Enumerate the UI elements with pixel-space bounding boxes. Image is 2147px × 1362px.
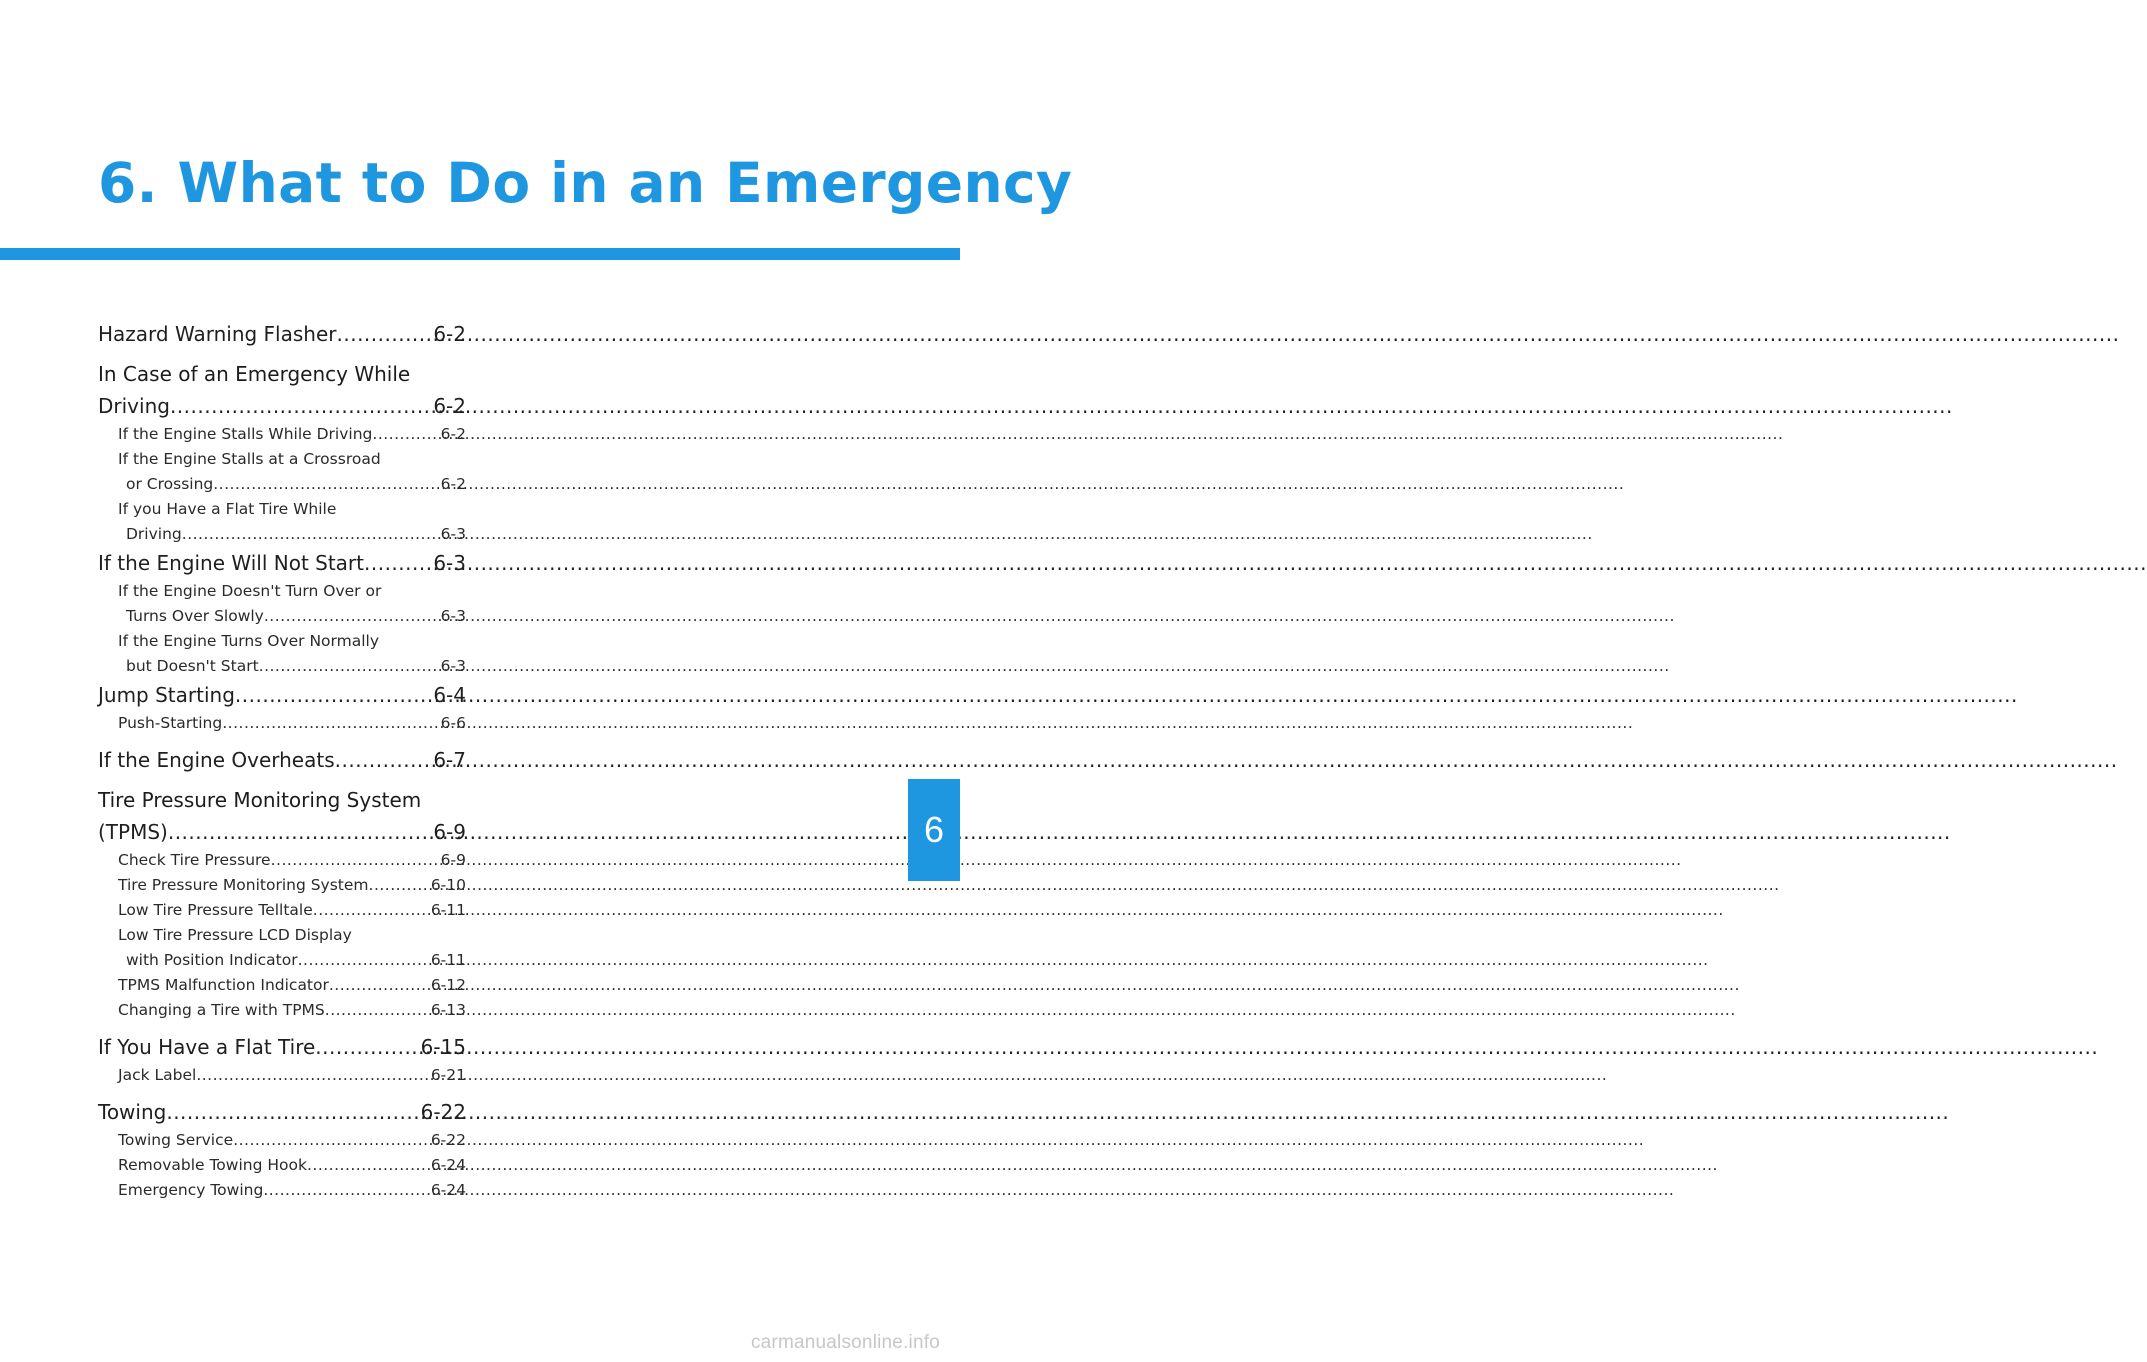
chapter-title: 6. What to Do in an Emergency [98, 151, 1073, 215]
toc-label: Removable Towing Hook [118, 1156, 307, 1174]
toc-label: Jack Label [118, 1066, 197, 1084]
toc-subentry-low-pressure-lcd[interactable] [98, 923, 466, 973]
toc-leader-dots [264, 604, 441, 629]
watermark: carmanualsonline.info [750, 1332, 940, 1353]
toc-leader-dots [271, 848, 441, 873]
toc-label: Jump Starting [98, 683, 235, 707]
toc-label: Check Tire Pressure [118, 851, 271, 869]
toc-label: but Doesn't Start [126, 657, 259, 675]
toc-leader-dots [263, 1178, 431, 1203]
toc-leader-dots [335, 744, 434, 776]
toc-subentry-low-pressure-telltale[interactable] [98, 898, 466, 923]
toc-subentry-towing-service[interactable] [98, 1128, 466, 1153]
toc-label: Towing Service [118, 1131, 234, 1149]
toc-page-number: 6-13 [430, 1001, 466, 1019]
toc-leader-dots [170, 390, 433, 422]
toc-leader-dots [372, 422, 440, 447]
toc-entry-engine-overheats[interactable] [98, 744, 466, 776]
toc-subentry-flat-tire-while-driving[interactable] [98, 497, 466, 547]
toc-leader-dots [182, 522, 441, 547]
toc-entry-engine-will-not-start[interactable] [98, 547, 466, 579]
toc-entry-emergency-while-driving[interactable] [98, 358, 466, 422]
toc-page-number: 6-2 [440, 425, 466, 443]
toc-label: If the Engine Stalls While Driving [118, 425, 373, 443]
toc-label: Hazard Warning Flasher [98, 322, 337, 346]
toc-label: Tire Pressure Monitoring System [118, 876, 369, 894]
toc-page-number: 6-21 [430, 1066, 466, 1084]
toc-label-line1: Tire Pressure Monitoring System [98, 788, 422, 812]
toc-leader-dots [213, 472, 440, 497]
toc-entry-towing[interactable] [98, 1096, 466, 1128]
toc-label: Push-Starting [118, 714, 223, 732]
toc-label: If the Engine Will Not Start [98, 551, 364, 575]
toc-entry-hazard-warning-flasher[interactable] [98, 318, 466, 350]
toc-label-line1: If the Engine Stalls at a Crossroad [118, 450, 381, 468]
toc-page-number: 6-22 [430, 1131, 466, 1149]
toc-subentry-emergency-towing[interactable] [98, 1178, 466, 1203]
toc-page-number: 6-3 [440, 607, 466, 625]
toc-page-number: 6-24 [430, 1181, 466, 1199]
toc-page-number: 6-2 [440, 475, 466, 493]
toc-page-number: 6-7 [433, 748, 466, 772]
toc-subentry-doesnt-turn-over[interactable] [98, 579, 466, 629]
toc-label: Driving [126, 525, 182, 543]
title-accent-rule [0, 248, 960, 260]
toc-entry-flat-tire[interactable] [98, 1031, 466, 1063]
toc-page-number: 6-6 [440, 714, 466, 732]
toc-leader-dots [259, 654, 441, 679]
toc-page-number: 6-11 [430, 901, 466, 919]
toc-leader-dots [364, 547, 433, 579]
chapter-tab-number: 6 [923, 809, 945, 850]
toc-label: with Position Indicator [126, 951, 298, 969]
toc-subentry-jack-label[interactable] [98, 1063, 466, 1088]
toc-leader-dots [369, 873, 431, 898]
toc-label-line1: If you Have a Flat Tire While [118, 500, 337, 518]
toc-label: Driving [98, 394, 170, 418]
toc-leader-dots [168, 816, 433, 848]
toc-label-line1: If the Engine Turns Over Normally [118, 632, 380, 650]
toc-label: or Crossing [126, 475, 214, 493]
toc-page-number: 6-3 [440, 525, 466, 543]
toc-page-number: 6-10 [430, 876, 466, 894]
toc-page-number: 6-24 [430, 1156, 466, 1174]
toc-page-number: 6-22 [420, 1100, 466, 1124]
toc-label: Emergency Towing [118, 1181, 264, 1199]
toc-subentry-turns-over-normally[interactable] [98, 629, 466, 679]
toc-page-number: 6-15 [420, 1035, 466, 1059]
toc-label: TPMS Malfunction Indicator [118, 976, 329, 994]
toc-label: Low Tire Pressure Telltale [118, 901, 313, 919]
toc-leader-dots [315, 1031, 420, 1063]
toc-label: Turns Over Slowly [126, 607, 264, 625]
toc-leader-dots [337, 318, 434, 350]
toc-page-number: 6-2 [433, 322, 466, 346]
chapter-tab[interactable] [908, 779, 960, 881]
toc-leader-dots [307, 1153, 431, 1178]
toc-subentry-changing-tire[interactable] [98, 998, 466, 1023]
toc-label: If the Engine Overheats [98, 748, 335, 772]
toc-leader-dots [233, 1128, 431, 1153]
toc-leader-dots [325, 998, 431, 1023]
toc-subentry-removable-towing-hook[interactable] [98, 1153, 466, 1178]
toc-label: (TPMS) [98, 820, 168, 844]
toc-leader-dots [166, 1096, 420, 1128]
toc-subentry-tpms-malfunction[interactable] [98, 973, 466, 998]
toc-leader-dots [329, 973, 431, 998]
toc-subentry-stalls-while-driving[interactable] [98, 422, 466, 447]
toc-subentry-tpms-system[interactable] [98, 873, 466, 898]
toc-page-number: 6-3 [440, 657, 466, 675]
toc-subentry-stalls-at-crossroad[interactable] [98, 447, 466, 497]
toc-page-number: 6-3 [433, 551, 466, 575]
toc-page-number: 6-9 [433, 820, 466, 844]
toc-label-line1: Low Tire Pressure LCD Display [118, 926, 352, 944]
toc-page-number: 6-2 [433, 394, 466, 418]
toc-subentry-check-tire-pressure[interactable] [98, 848, 466, 873]
toc-leader-dots [196, 1063, 431, 1088]
toc-entry-tpms[interactable] [98, 784, 466, 848]
toc-label: If You Have a Flat Tire [98, 1035, 316, 1059]
toc-entry-jump-starting[interactable] [98, 679, 466, 711]
toc-label: Towing [98, 1100, 167, 1124]
toc-leader-dots [222, 711, 440, 736]
toc-leader-dots [235, 679, 433, 711]
toc-page-number: 6-12 [430, 976, 466, 994]
toc-subentry-push-starting[interactable] [98, 711, 466, 736]
toc-leader-dots [298, 948, 431, 973]
toc-label: Changing a Tire with TPMS [118, 1001, 325, 1019]
toc-leader-dots [313, 898, 431, 923]
table-of-contents [98, 318, 466, 1203]
toc-page-number: 6-9 [440, 851, 466, 869]
toc-label-line1: If the Engine Doesn't Turn Over or [118, 582, 382, 600]
toc-page-number: 6-4 [433, 683, 466, 707]
toc-label-line1: In Case of an Emergency While [98, 362, 411, 386]
toc-page-number: 6-11 [430, 951, 466, 969]
